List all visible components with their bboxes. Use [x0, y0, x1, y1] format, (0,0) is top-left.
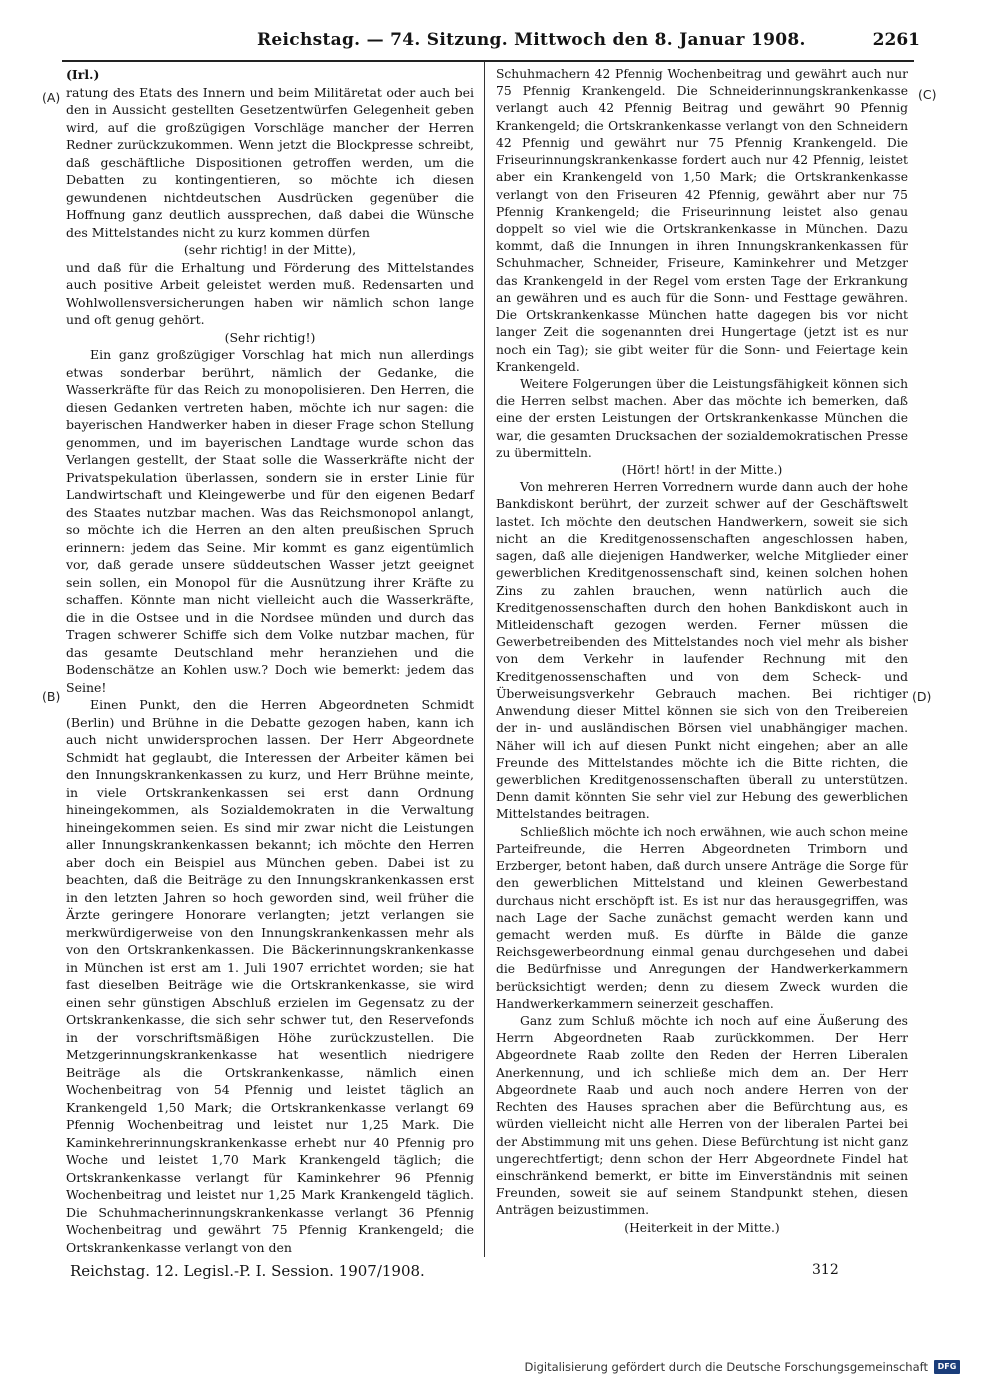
- interjection: (Hört! hört! in der Mitte.): [621, 463, 783, 478]
- paragraph: Schließlich möchte ich noch erwähnen, wie auch schon meine Parteifreunde, die Herren Abgeordneten Trimborn und Erzberger, betont haben, daß durch unsere Anträge die Sorge für den gewerblichen Mittelstand und kleinen Gewerbestand durchaus nicht erschöpft ist. Es ist nur das herausgegriffen, was nach Lage der Sache zunächst gemacht werden kann und gemacht werden muß. Es dürfte in Bälde die ganze Reichsgewerbeordnung einmal genau durchgesehen und dabei die Bedürfnisse und Anregungen der Handwerkerkammern berücksichtigt werden; denn zu diesem Zweck wurden die Handwerkerkammern seinerzeit geschaffen.: [496, 824, 908, 1011]
- funding-text: Digitalisierung gefördert durch die Deutsche Forschungsgemeinschaft: [524, 1360, 928, 1374]
- speaker-tag: (Irl.): [66, 67, 100, 82]
- paragraph: Ein ganz großzügiger Vorschlag hat mich nun allerdings etwas sonderbar berührt, nämlich der Gedanke, die Wasserkräfte für das Reich zu monopolisieren. Den Herren, die diesen Gedanken vertreten haben, möchte ich nur sagen: die bayerischen Handwerker haben in dieser Frage schon Stellung genommen, und im bayerischen Landtage wurde schon das Verlangen gestellt, der Staat solle die Wasserkräfte nicht der Privatspekulation überlassen, sondern sie in erster Linie für Landwirtschaft und Kleingewerbe und für den eigenen Bedarf des Staates nutzbar machen. Was das Reichsmonopol anlangt, so möchte ich die Herren an den alten preußischen Spruch erinnern: jedem das Seine. Mir kommt es ganz eigentümlich vor, daß gerade unsere süddeutschen Wasser jetzt geeignet sein sollen, ein Monopol für die Ausnützung ihrer Kräfte zu schaffen. Könnte man nicht vielleicht auch die Wasserkräfte, die in die Ostsee und in die Nordsee münden und durch das Tragen schwerer Schiffe sich dem Volke nutzbar machen, für das gesamte Deutschland mehr heranziehen und die Bodenschätze an Kohlen usw.? Doch wie bemerkt: jedem das Seine!: [66, 347, 474, 695]
- running-title: Reichstag. — 74. Sitzung. Mittwoch den 8. Januar 1908.: [257, 30, 806, 50]
- paragraph: Weitere Folgerungen über die Leistungsfähigkeit können sich die Herren selbst machen. Aber das möchte ich bemerken, daß eine der ersten Leistungen der Ortskrankenkasse München die war, die gesamten Drucksachen der sozialdemokratischen Presse zu übermitteln.: [496, 376, 908, 460]
- paragraph: Ganz zum Schluß möchte ich noch auf eine Äußerung des Herrn Abgeordneten Raab zurückkommen. Der Herr Abgeordnete Raab zollte den Reden der Herren Liberalen Anerkennung, und ich schließe mich dem an. Der Herr Abgeordnete Raab und auch noch andere Herren von der Rechten des Hauses sprachen aber die Befürchtung aus, es würden vielleicht nicht alle Herren von der liberalen Partei bei der Abstimmung mit uns gehen. Diese Befürchtung ist nicht ganz ungerechtfertigt; denn schon der Herr Abgeordnete Findel hat einschränkend bemerkt, er bitte im Einverständnis mit seinen Freunden, soweit sie auf seinem Standpunkt stehen, diesen Anträgen beizustimmen.: [496, 1014, 908, 1218]
- margin-marker-a: (A): [42, 90, 61, 105]
- page-number: 2261: [872, 30, 920, 50]
- column-divider: [484, 62, 485, 1257]
- footer-sheet-number: 312: [812, 1262, 839, 1278]
- page-header: [62, 30, 920, 58]
- right-column: [496, 66, 908, 1237]
- margin-marker-c: (C): [918, 87, 937, 102]
- paragraph: und daß für die Erhaltung und Förderung des Mittelstandes auch positive Arbeit geleistet werden muß. Redensarten und Wohlwollensversicherungen haben wir nämlich schon lange und oft genug gehört.: [66, 259, 474, 327]
- interjection: (Heiterkeit in der Mitte.): [624, 1220, 780, 1235]
- paragraph: ratung des Etats des Innern und beim Militäretat oder auch bei den in Aussicht gestellten Gesetzentwürfen Gelegenheit geben wird, auf die großzügigen Vorschläge mancher der Herren Redner zurückzukommen. Wenn jetzt die Blockpresse schreibt, daß geschäftliche Dispositionen getroffen werden, um die Debatten zu kontingentieren, so möchte ich diesen gewundenen nichtdeutschen Ausdrücken gegenüber die Hoffnung ganz deutlich aussprechen, daß dabei die Wünsche des Mittelstandes nicht zu kurz kommen dürfen: [66, 84, 474, 240]
- funding-notice: [525, 1360, 960, 1374]
- paragraph: Einen Punkt, den die Herren Abgeordneten Schmidt (Berlin) und Brühne in die Debatte gezogen haben, kann ich auch nicht unwidersprochen lassen. Der Herr Abgeordnete Schmidt hat geglaubt, die Interessen der Arbeiter kämen bei den Innungskrankenkassen zu kurz, und Herr Brühne meinte, in viele Ortskrankenkassen sei erst dann Ordnung hineingekommen, als Sozialdemokraten in die Verwaltung hineingekommen seien. Es sind mir zwar nicht die Leistungen aller Innungskrankenkassen bekannt; ich möchte den Herren aber doch ein Beispiel aus München geben. Dabei ist zu beachten, daß die Beiträge zu den Innungskrankenkassen erst in den letzten Jahren so hoch geworden sind, weil früher die Ärzte geringere Honorare verlangten; jetzt verlangen sie merkwürdigerweise von den Innungskrankenkassen mehr als von den Ortskrankenkassen. Die Bäckerinnungskrankenkasse in München ist erst am 1. Juli 1907 errichtet worden; sie hat fast dieselben Beiträge wie die Ortskrankenkasse, sie wird einen sehr günstigen Abschluß erzielen im Gegensatz zu der Ortskrankenkasse, die sich sehr schwer tut, den Reservefonds in der vorschriftsmäßigen Höhe zurückzustellen. Die Metzgerinnungskrankenkasse hat wesentlich niedrigere Beiträge als die Ortskrankenkasse, nämlich einen Wochenbeitrag von 54 Pfennig und leistet täglich an Krankengeld 1,50 Mark; die Ortskrankenkasse verlangt 69 Pfennig Wochenbeitrag und leistet nur 1,25 Mark. Die Kaminkehrerinnungskrankenkasse erhebt nur 40 Pfennig pro Woche und leistet 1,70 Mark Krankengeld täglich; die Ortskrankenkasse verlangt für Kaminkehrer 96 Pfennig Wochenbeitrag und leistet nur 1,25 Mark Krankengeld täglich. Die Schuhmacherinnungskrankenkasse verlangt 36 Pfennig Wochenbeitrag und gewährt 75 Pfennig Krankengeld; die Ortskrankenkasse verlangt von den: [66, 697, 474, 1255]
- header-rule: [62, 60, 914, 62]
- interjection: (sehr richtig! in der Mitte),: [183, 242, 357, 257]
- footer-session-info: Reichstag. 12. Legisl.-P. I. Session. 1907/1908.: [70, 1262, 425, 1280]
- interjection: (Sehr richtig!): [224, 329, 316, 345]
- dfg-logo-icon: DFG: [934, 1360, 960, 1374]
- margin-marker-d: (D): [912, 689, 932, 704]
- paragraph: Schuhmachern 42 Pfennig Wochenbeitrag und gewährt auch nur 75 Pfennig Krankengeld. Die Schneiderinnungskrankenkasse verlangt auch 42 Pfennig Beitrag und gewährt 90 Pfennig Krankengeld; die Ortskrankenkasse verlangt von den Schneidern 42 Pfennig und gewährt nur 75 Pfennig Krankengeld. Die Friseurinnungskrankenkasse fordert auch nur 42 Pfennig, leistet aber ein Krankengeld von 1,50 Mark; die Ortskrankenkasse verlangt von den Friseuren 42 Pfennig, gewährt aber nur 75 Pfennig Krankengeld; die Friseurinnung leistet also genau doppelt so viel wie die Ortskrankenkasse in München. Dazu kommt, daß die Innungen in ihren Innungskrankenkassen für Schuhmacher, Schneider, Friseure, Kaminkehrer und Metzger das Krankengeld in der Regel vom ersten Tage der Erkrankung an gewähren und es auch für die Sonn- und Festtage gewähren. Die Ortskrankenkasse München hatte dagegen bis vor nicht langer Zeit die sogenannten drei Hungertage (jetzt ist es nur noch ein Tag); sie gibt weiter für die Sonn- und Feiertage kein Krankengeld.: [496, 67, 908, 374]
- margin-marker-b: (B): [42, 689, 61, 704]
- left-column: [66, 66, 474, 1256]
- paragraph: Von mehreren Herren Vorrednern wurde dann auch der hohe Bankdiskont berührt, der zurzeit schwer auf der Geschäftswelt lastet. Ich möchte den deutschen Handwerkern, soweit sie sich nicht an die Kreditgenossenschaften angeschlossen haben, sagen, daß alle diejenigen Handwerker, welche Mitglieder einer gewerblichen Kreditgenossenschaft sind, keinen solchen hohen Zins zu zahlen brauchen, wenn natürlich auch die Kreditgenossenschaften durch den hohen Bankdiskont auch in Mitleidenschaft gezogen werden. Ferner müssen die Gewerbetreibenden des Mittelstandes noch viel mehr als bisher von dem Verkehr in laufender Rechnung mit den Kreditgenossenschaften und von dem Scheck- und Überweisungsverkehr Gebrauch machen. Bei richtiger Anwendung dieser Mittel können sie sich von den Treibereien der in- und ausländischen Börsen viel unabhängiger machen. Näher will ich auf diesen Punkt nicht eingehen; aber an alle Freunde des Mittelstandes möchte ich die Bitte richten, die gewerblichen Kreditgenossenschaften überall zu unterstützen. Denn damit könnten Sie sehr viel zur Hebung des gewerblichen Mittelstandes beitragen.: [496, 480, 908, 822]
